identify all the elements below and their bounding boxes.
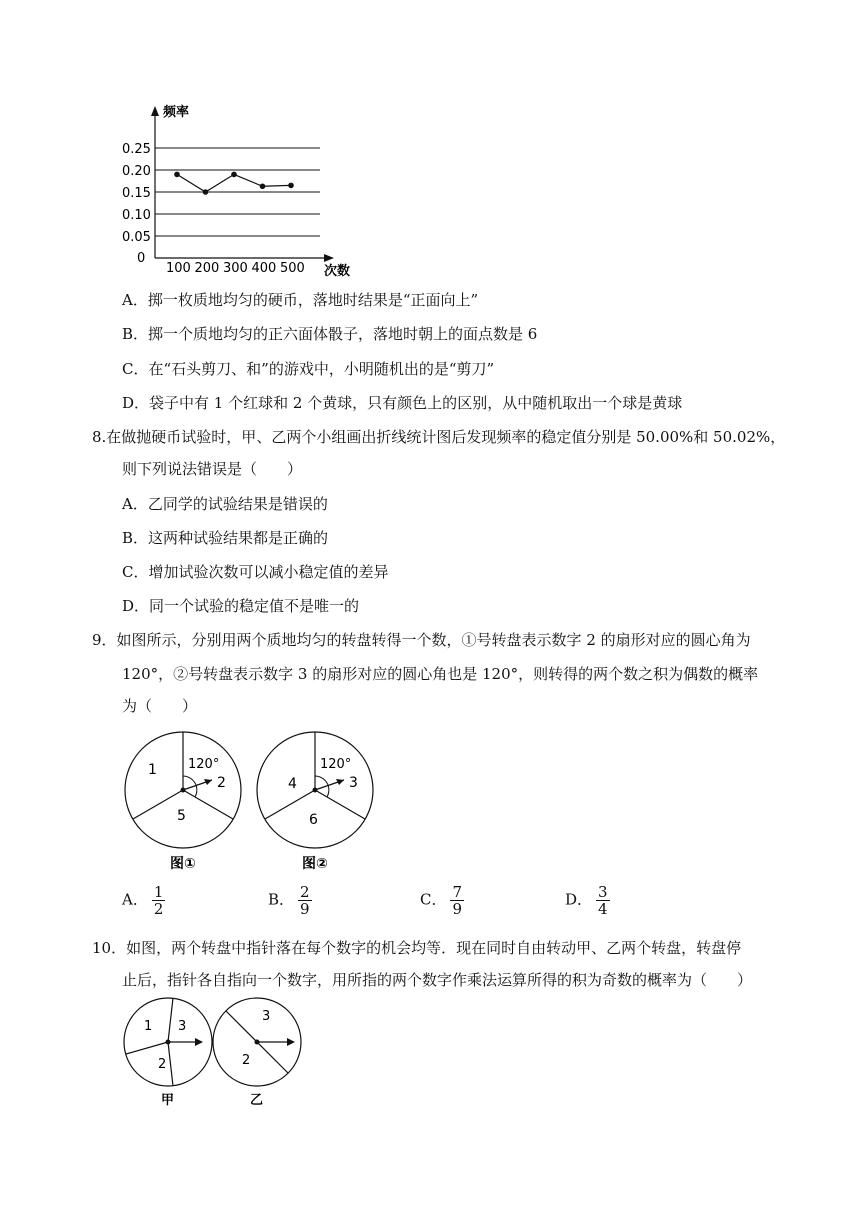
x-tick-label: 100: [166, 261, 191, 276]
q10-jia-label-1: 1: [144, 1019, 153, 1034]
y-axis-label: 频率: [163, 105, 190, 120]
x-tick-label: 500: [280, 261, 305, 276]
q8-stem-line2: 则下列说法错误是（ ）: [122, 460, 303, 478]
q10-yi-label-3: 3: [262, 1009, 271, 1024]
q8-option-c: C．增加试验次数可以减小稳定值的差异: [122, 563, 389, 581]
q9-spinner1-angle: 120°: [188, 757, 220, 772]
q9-spinner2-label-6: 6: [309, 812, 318, 828]
q8-option-a: A．乙同学的试验结果是错误的: [122, 495, 328, 513]
x-tick-label: 200: [194, 261, 220, 276]
q10-jia-label-2: 2: [158, 1057, 167, 1072]
q10-spinner-figure: [118, 992, 308, 1108]
q9-option-c-letter: C．: [420, 890, 447, 909]
q9-option-d-letter: D．: [565, 890, 593, 909]
q9-spinner2-label-3: 3: [349, 775, 358, 791]
q9-stem-line1: 9．如图所示，分别用两个质地均匀的转盘转得一个数，①号转盘表示数字 2 的扇形对应的圆心角为: [92, 631, 751, 649]
data-point: [174, 172, 180, 178]
q9-spinner2-caption: 图②: [302, 856, 328, 872]
q9-option-d-fraction: $\frac{3}{4}$: [598, 883, 608, 918]
data-point: [260, 183, 266, 189]
frequency-chart: [110, 100, 370, 280]
q9-spinner-figure-2: [252, 726, 380, 876]
q8-stem-line1: 8.在做抛硬币试验时，甲、乙两个小组画出折线统计图后发现频率的稳定值分别是 50.00%和 50.02%，: [92, 428, 786, 446]
data-point: [203, 189, 209, 195]
q9-spinner1-caption: 图①: [170, 856, 196, 872]
q10-stem-line2: 止后，指针各自指向一个数字，用所指的两个数字作乘法运算所得的积为奇数的概率为（ ）: [122, 971, 753, 989]
y-tick-label: 0.20: [122, 164, 151, 179]
q9-spinner-figure-1: [120, 726, 248, 876]
q10-jia-label-3: 3: [178, 1019, 187, 1034]
q9-stem-line3: 为（ ）: [122, 697, 198, 715]
x-axis-arrow: [324, 254, 334, 262]
q7-option-d: D．袋子中有 1 个红球和 2 个黄球，只有颜色上的区别，从中随机取出一个球是黄球: [122, 394, 683, 412]
q8-option-b: B．这两种试验结果都是正确的: [122, 529, 329, 547]
q7-option-a: A．掷一枚质地均匀的硬币，落地时结果是“正面向上”: [122, 291, 479, 309]
q9-spinner1-label-1: 1: [148, 762, 157, 778]
y-tick-label: 0.05: [122, 230, 151, 245]
y-tick-label: 0.10: [122, 208, 151, 223]
x-axis-label: 次数: [324, 264, 351, 279]
q9-spinner2-label-4: 4: [288, 776, 297, 792]
q9-option-d: [565, 884, 610, 917]
y-tick-label: 0.25: [122, 142, 151, 157]
y-tick-label: 0: [137, 251, 146, 266]
y-tick-label: 0.15: [122, 186, 151, 201]
data-point: [288, 183, 294, 189]
q10-yi-label-2: 2: [242, 1053, 251, 1068]
q10-jia-caption: 甲: [161, 1093, 175, 1108]
q10-yi-caption: 乙: [250, 1093, 264, 1108]
q9-option-a: [122, 884, 165, 917]
q9-option-c-fraction: $\frac{7}{9}$: [452, 883, 463, 918]
q8-option-d: D．同一个试验的稳定值不是唯一的: [122, 597, 360, 615]
x-tick-label: 300: [223, 261, 248, 276]
q9-spinner1-label-2: 2: [217, 775, 226, 791]
q9-option-b-letter: B．: [268, 890, 295, 909]
x-tick-label: 400: [251, 261, 277, 276]
q9-option-c: [420, 884, 464, 917]
q9-option-b: [268, 884, 312, 917]
q9-option-a-letter: A．: [122, 890, 148, 909]
q9-stem-line2: 120°，②号转盘表示数字 3 的扇形对应的圆心角也是 120°，则转得的两个数之积为偶数的概率: [122, 665, 759, 683]
q9-spinner1-label-5: 5: [177, 808, 186, 824]
q9-option-a-fraction: $\frac{1}{2}$: [153, 883, 164, 918]
q10-stem-line1: 10．如图，两个转盘中指针落在每个数字的机会均等．现在同时自由转动甲、乙两个转盘，转盘停: [92, 939, 742, 957]
q7-option-c: C．在“石头剪刀、和”的游戏中，小明随机出的是“剪刀”: [122, 360, 495, 378]
q9-spinner2-angle: 120°: [320, 757, 352, 772]
data-point: [231, 172, 237, 178]
q7-option-b: B．掷一个质地均匀的正六面体骰子，落地时朝上的面点数是 6: [122, 325, 538, 343]
q9-option-b-fraction: $\frac{2}{9}$: [300, 883, 310, 918]
y-axis-arrow: [151, 106, 159, 116]
